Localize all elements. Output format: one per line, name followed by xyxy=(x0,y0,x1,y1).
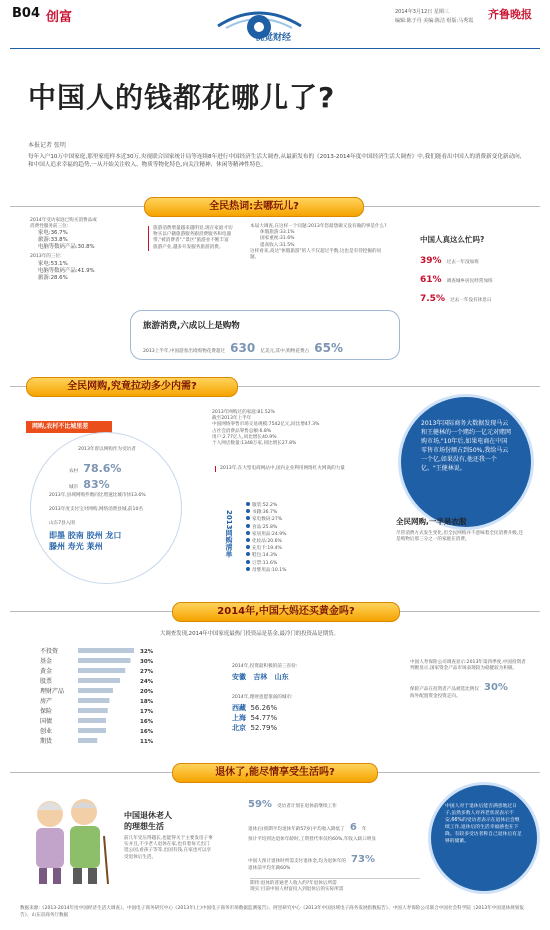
s2-city: 莱州 xyxy=(86,542,103,551)
bar xyxy=(78,698,110,703)
s2-clothes-title: 全民网购,一半是衣服 xyxy=(396,517,467,526)
s2-list-item: 化妆品:20.6% xyxy=(246,538,356,545)
s2-shopping-list xyxy=(246,502,356,574)
s4-note: 期待:退休的普通老人收入约?年退休后所需 xyxy=(250,881,337,886)
s4-stats xyxy=(248,792,418,872)
s4-elder-text: 前几年受压得越长,也能得关于主要发房子事实并且,不少老人退休在家,也有着每天出门逛公园,看孩子等等,出国有钱,在家也可以享受退休后生活。 xyxy=(124,836,213,860)
bar-value: 11% xyxy=(140,739,154,745)
s2-circle-num: 83% xyxy=(83,478,110,491)
s2-stat-line: 中国网络零售市场交易规模:7542亿元,同比增47.3% xyxy=(212,422,320,428)
s4-stat-num: 6 xyxy=(349,822,357,833)
channel-name: 视觉财经 xyxy=(255,33,292,43)
s2-banner: 全民网购,究竟拉动多少内需? xyxy=(26,377,238,397)
s1-callout-mid: 亿美元,其中,购物花费占 xyxy=(260,349,310,354)
page-header xyxy=(0,0,550,50)
bar-label: 理财产品 xyxy=(40,688,65,695)
bar-label: 创业 xyxy=(40,728,53,735)
s2-stat-line: 截至2013年上半年 xyxy=(212,416,252,422)
s1-busy-txt: 调查城乡居民经常加班 xyxy=(446,279,493,284)
s4-stat-txt: 中国人预计退休时所需支付退休金,均为退休年的 xyxy=(248,859,346,865)
s2-list-item: 订票:11.6% xyxy=(246,560,356,567)
bar-label: 房产 xyxy=(40,698,53,705)
s1-callout xyxy=(130,310,400,360)
s4-stat-row xyxy=(248,815,418,834)
s4-stat-row xyxy=(248,792,418,811)
s3-top3-row xyxy=(232,672,372,682)
s1-mid2-text: 本届大调查,在这样一个问题:2013年您最想做又没有做的事是什么? xyxy=(250,224,387,229)
s2-list-item: 母婴用品:10.1% xyxy=(246,567,356,574)
s4-retire-text: 中国人对于退休后能否满意地过日子,虽然多数人对养老状况表示不安,66%的受访者表示在退休后会继续工作,退休后的生活幸福感也在下降。有较多受访者称自己退休后有足够的储蓄。 xyxy=(445,804,522,844)
s1-left-line: 电脑等数码产品:30.8% xyxy=(38,244,95,251)
s4-banner: 退休了,能尽情享受生活吗? xyxy=(172,763,378,783)
bar-value: 18% xyxy=(140,699,154,705)
s1-busy-num: 7.5% xyxy=(420,294,445,304)
s1-busy-num: 39% xyxy=(420,256,442,266)
s2-stat-line: 占社会消费品零售总额:6.8% xyxy=(212,428,272,434)
s1-left-line: 2014年受访家庭已购买消费品或 xyxy=(30,218,97,223)
s1-callout-pct: 65% xyxy=(314,341,343,355)
s1-busy-row xyxy=(420,248,540,267)
s2-city: 滕州 xyxy=(49,542,65,551)
s1-busy-txt: 过去一年没加班 xyxy=(446,260,479,265)
s2-circle-row xyxy=(69,473,110,492)
bar-value: 30% xyxy=(140,659,154,665)
s3-insure xyxy=(410,660,530,701)
s2-list-item: 服装:52.2% xyxy=(246,502,356,509)
s1-mid2 xyxy=(250,224,390,261)
s4-stat-txt: 预计平均到达退休年龄时,工资替代率仅约60%,年收入缺口明显 xyxy=(248,837,376,842)
bar-label: 股票 xyxy=(40,678,53,685)
s2-city: 胶南 xyxy=(67,531,84,540)
s3-cities xyxy=(232,695,372,733)
s1-callout-title: 旅游消费,六成以上是购物 xyxy=(143,321,240,331)
s1-callout-num: 630 xyxy=(230,341,256,355)
s4-elder-block xyxy=(124,810,214,861)
s3-city-row: 北京 52.79% xyxy=(232,724,278,733)
s3-city-row: 上海 54.77% xyxy=(232,714,278,723)
s4-notes xyxy=(250,878,420,901)
s3-bar-chart xyxy=(40,646,160,748)
bar-value: 17% xyxy=(140,709,154,715)
s1-left-line: 家电:36.7% xyxy=(38,230,68,237)
s2-quote: 2013年,在大型电商网站中,国内企业利用网络红火网商的力量 xyxy=(215,466,370,472)
s1-left-line: 家电:53.1% xyxy=(38,260,68,267)
s1-mid2-item: 提高收入:31.5% xyxy=(260,242,295,248)
s2-city: 即墨 xyxy=(49,531,65,540)
s1-callout-text: 2013上半年,中国游客出境购物花费超过 xyxy=(143,349,226,354)
s2-list-item: 家电数码:27% xyxy=(246,516,356,523)
bar xyxy=(78,738,97,743)
s3-province: 山东 xyxy=(274,673,289,682)
header-rule xyxy=(10,48,540,49)
bar-label: 基金 xyxy=(40,658,53,665)
bar-value: 32% xyxy=(140,649,154,655)
s3-top3 xyxy=(232,664,372,682)
s1-busy-txt: 过去一年没有休息日 xyxy=(450,298,492,303)
s3-insure-row xyxy=(410,675,530,694)
s1-left-line: 旅游:33.8% xyxy=(38,237,68,244)
bar-value: 16% xyxy=(140,729,154,735)
bar-label: 保险 xyxy=(40,708,53,715)
s2-circle-body: 2013年,县域网购件数同比增速比城市快13.6% xyxy=(49,493,146,498)
s4-stat-tail: 退休前平均年薪60% xyxy=(248,866,291,872)
page-number: B04 xyxy=(12,6,40,21)
s2-clothes xyxy=(396,516,526,543)
s2-wager-circle xyxy=(398,394,534,530)
s3-cities-intro: 2014年,理财意愿很弱的城市: xyxy=(232,695,293,700)
s4-stat-num: 59% xyxy=(248,799,272,810)
s3-province: 安徽 xyxy=(232,673,246,682)
s2-city: 龙口 xyxy=(105,531,122,540)
s3-intro: 大调查发现,2014年中国家庭最热门投资品是基金,最冷门的投资品是期货。 xyxy=(160,631,339,637)
s2-list-item: 鞋包:14.3% xyxy=(246,552,356,559)
s2-cities-lead: 山东7县入围 xyxy=(49,521,75,526)
s1-mid2-item: 国家重视:31.6% xyxy=(260,236,295,242)
s2-city: 胶州 xyxy=(86,531,103,540)
section-name: 创富 xyxy=(46,10,73,25)
s2-list-item: 家居用品:24.9% xyxy=(246,531,356,538)
s1-left-line: 电脑等数码产品:41.9% xyxy=(38,267,95,274)
bar-value: 20% xyxy=(140,689,154,695)
s4-stat-txt: 退休后(预期平均退休年龄57岁)平均收入降低了 xyxy=(248,827,345,832)
s2-stats xyxy=(212,410,372,447)
s1-mid2-tail: 这样看来,高达"休假旅游"的人不仅超过半数,这也是有待挖掘的问题。 xyxy=(250,248,382,261)
s2-circle-body2: 2013年度支付宝对网购,网络消费县城,前10名 xyxy=(49,507,143,512)
s2-clothes-text: 尽管消费方式发生变化,但全民网购并不意味着全民消费升级,还是购物后那三分之一的家庭在消费。 xyxy=(396,531,523,543)
s2-circle-label: 城市 xyxy=(69,485,79,490)
s2-circle-num: 78.6% xyxy=(83,462,122,475)
s1-busy-num: 61% xyxy=(420,275,442,285)
s1-mid2-item: 休假旅游:33.1% xyxy=(260,230,295,236)
bar xyxy=(78,678,120,683)
s3-insure-text3: 海外配置资金投资走向。 xyxy=(410,694,461,700)
s2-list-item: 充电卡:19.4% xyxy=(246,545,356,552)
s4-elder-title2: 的理想生活 xyxy=(124,822,164,831)
s3-bar-chart-svg xyxy=(40,646,160,748)
s3-insure-text2: 保险产品在投资者产品被选比例仅 xyxy=(410,687,479,693)
bar xyxy=(78,688,113,693)
paper-logo: 齐鲁晚报 xyxy=(488,8,532,21)
s4-stat-tail: 年 xyxy=(361,827,367,832)
s1-busy xyxy=(420,234,540,305)
s4-stat-row xyxy=(248,847,418,866)
bar xyxy=(78,658,131,663)
s1-banner: 全民热词:去哪玩儿? xyxy=(144,197,364,217)
s3-city-row: 西藏 56.26% xyxy=(232,704,278,713)
s1-left-line: 旅游:28.6% xyxy=(38,274,68,281)
s2-circle-intro: 2013年曾以网购作为受访者 xyxy=(78,447,136,452)
bar-label: 国债 xyxy=(40,718,53,725)
bar xyxy=(78,648,134,653)
s3-insure-pct: 30% xyxy=(484,682,508,694)
s2-circle-label: 农村 xyxy=(69,469,79,474)
s1-busy-title: 中国人真这么忙吗? xyxy=(420,235,485,244)
s2-wager-text: 2013年国际商务大数据发现马云和王健林的一个赌约一亿元对赌网购市场,"10年后,如果电商在中国零售市场份额占到50%,我给马云一个亿,如果没有,他还我一个亿。"王健林说。 xyxy=(421,420,512,472)
s2-list-item: 书籍:36.7% xyxy=(246,509,356,516)
s4-stat-num: 73% xyxy=(351,854,375,866)
bar xyxy=(78,718,106,723)
footer-sources: 数据来源:《2013-2014年度中国经济生活大调查》、中国电子商务研究中心《2013年(上)中国电子商务市场数据监测报告》、阿里研究中心《2013年中国县域电子商务发展指数报告》、中国人寿保险公司联合中国社会科学院《2013年中国退休规划报告》、山东省商务厅数据 xyxy=(20,906,524,918)
bar-label: 期货 xyxy=(40,738,53,745)
bar-label: 不投资 xyxy=(40,648,59,655)
s2-cities-row xyxy=(49,530,169,552)
s1-busy-row xyxy=(420,267,540,286)
byline: 本报记者 张明 xyxy=(28,142,66,149)
intro-text: 每年入户10万中国家庭,那里家庭样本近30万,央视联合国家统计局等连续8年进行中国经济生活大调查,从最新发布的《2013-2014年度中国经济生活大调查》中,我们能看出中国人的消费新变化新动向,和中国人追求幸福的趋势,一从开始关注收入、物质等物化特色,向关注精神、休闲等精神性特色。 xyxy=(28,154,522,168)
elderly-couple-illustration xyxy=(18,788,118,888)
s1-busy-row xyxy=(420,286,540,305)
s1-left-line: 2013年的三位: xyxy=(30,254,62,260)
date-line: 2014年3月12日 星期三 xyxy=(395,9,449,15)
s2-ribbon: 网购,农村不比城里差 xyxy=(26,421,112,433)
s2-rural-circle xyxy=(30,432,182,584)
bar-label: 黄金 xyxy=(40,668,53,675)
s4-note: 现实:目前中国人财富投入到退休后的实际所需 xyxy=(250,887,344,893)
s1-callout-line xyxy=(143,337,343,356)
s3-insure-text1: 中国人寿保险公司调查显示:2013年第四季度,中国投资者判断显示,国家资金产品市场表现较为稳健较为积极。 xyxy=(410,660,526,672)
s2-stat-line: 用户:2.77亿人,同比增长40.9% xyxy=(212,434,277,440)
s3-top3-intro: 2014年,投资最积极的前三省份: xyxy=(232,664,298,669)
bar xyxy=(78,708,108,713)
s2-stat-line: 个人网店数量:1348万家,同比增长27.8% xyxy=(212,441,297,447)
s3-province: 吉林 xyxy=(253,673,268,682)
s1-left-line: 消费性服务前三位: xyxy=(30,224,69,230)
bar xyxy=(78,668,125,673)
s4-elder-title1: 中国退休老人 xyxy=(124,811,172,820)
bar-value: 24% xyxy=(140,679,154,685)
s3-banner: 2014年,中国大妈还买黄金吗? xyxy=(172,602,400,622)
s4-retire-circle xyxy=(428,782,540,894)
bar xyxy=(78,728,106,733)
s2-list-item: 食品:25.8% xyxy=(246,524,356,531)
s1-mid1-text: 旅游消费增量越来越明显,现在家庭才切物买以户籍旅游服务跟消费服务和电器带,"被消费者","景区"旅游业不断丰富旅游产业,越多开发服务旅游消费。 xyxy=(148,226,233,251)
s2-city: 寿光 xyxy=(67,542,84,551)
bar-value: 27% xyxy=(140,669,154,675)
main-title: 中国人的钱都花哪儿了? xyxy=(28,81,336,114)
s2-stat-line: 2013年网购过的家庭:81.52% xyxy=(212,410,275,415)
s1-left-list xyxy=(30,218,135,282)
s2-vertical-label: 2013网购清单 xyxy=(225,510,233,558)
staff-line: 编辑:陈于丹 美编:陈洁 组版:马秀霞 xyxy=(395,18,474,24)
s4-stat-txt: 受访者计划在退休前继续工作 xyxy=(277,804,337,809)
bar-value: 16% xyxy=(140,719,154,725)
